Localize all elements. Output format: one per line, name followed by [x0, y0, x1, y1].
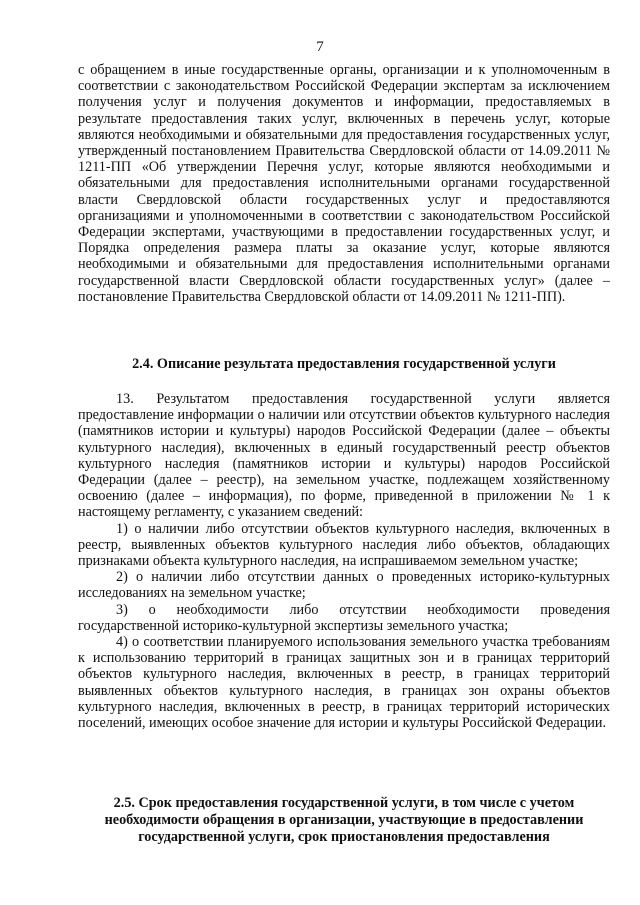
continuation-paragraph	[78, 62, 610, 305]
page-number: 7	[316, 39, 324, 55]
section-2-4-body	[78, 391, 610, 731]
list-item-2: 2) о наличии либо отсутствии данных о проведенных историко-культурных исследованиях на земельном участке;	[78, 569, 610, 602]
section-2-5-heading	[78, 795, 610, 845]
section-2-5-heading-line-1: 2.5. Срок предоставления государственной услуги, в том числе с учетом	[113, 795, 575, 811]
section-2-4-heading: 2.4. Описание результата предоставления государственной услуги	[132, 356, 556, 372]
section-2-5-heading-line-2: необходимости обращения в организации, участвующие в предоставлении	[104, 811, 584, 828]
continuation-text: с обращением в иные государственные органы, организации и к уполномоченным в соответствии с законодательством Российской Федерации экспертам за исключением получения услуг и получения документов и информации, предоставляемых в результате предоставления таких услуг, включенных в перечень услуг, которые являются необходимыми и обязательными для предоставления государственных услуг, утвержденный постановлением Правительства Свердловской области от 14.09.2011 № 1211-ПП «Об утверждении Перечня услуг, которые являются необходимыми и обязательными для предоставления исполнительными органами государственной власти Свердловской области государственных услуг и предоставляются организациями и уполномоченными в соответствии с законодательством Российской Федерации экспертами, участвующими в предоставлении государственных услуг, и Порядка определения размера платы за оказание услуг, которые являются необходимыми и обязательными для предоставления исполнительными органами государственной власти Свердловской области государственных услуг» (далее – постановление Правительства Свердловской области от 14.09.2011 № 1211-ПП).	[78, 62, 610, 305]
list-item-4: 4) о соответствии планируемого использования земельного участка требованиям к использованию территорий в границах защитных зон и в границах территорий объектов культурного наследия, включенных в реестр, в границах территорий выявленных объектов культурного наследия, в границах зон охраны объектов культурного наследия, включенных в реестр, в границах территорий исторических поселений, имеющих особое значение для истории и культуры Российской Федерации.	[78, 634, 610, 732]
list-item-3: 3) о необходимости либо отсутствии необходимости проведения государственной историко-культурной экспертизы земельного участка;	[78, 601, 610, 634]
section-2-5-heading-line-3: государственной услуги, срок приостановления предоставления	[138, 828, 550, 845]
list-item-1: 1) о наличии либо отсутствии объектов культурного наследия, включенных в реестр, выявленных объектов культурного наследия либо объектов, обладающих признаками объекта культурного наследия, на испрашиваемом земельном участке;	[78, 520, 610, 570]
paragraph-13: 13. Результатом предоставления государственной услуги является предоставление информации о наличии или отсутствии объектов культурного наследия (памятников истории и культуры) народов Российской Федерации (далее – объекты культурного наследия), включенных в единый государственный реестр объектов культурного наследия (памятников истории и культуры) народов Российской Федерации (далее – реестр), на земельном участке, подлежащем хозяйственному освоению (далее – информация), по форме, приведенной в приложении № 1 к настоящему регламенту, с указанием сведений:	[78, 391, 610, 521]
